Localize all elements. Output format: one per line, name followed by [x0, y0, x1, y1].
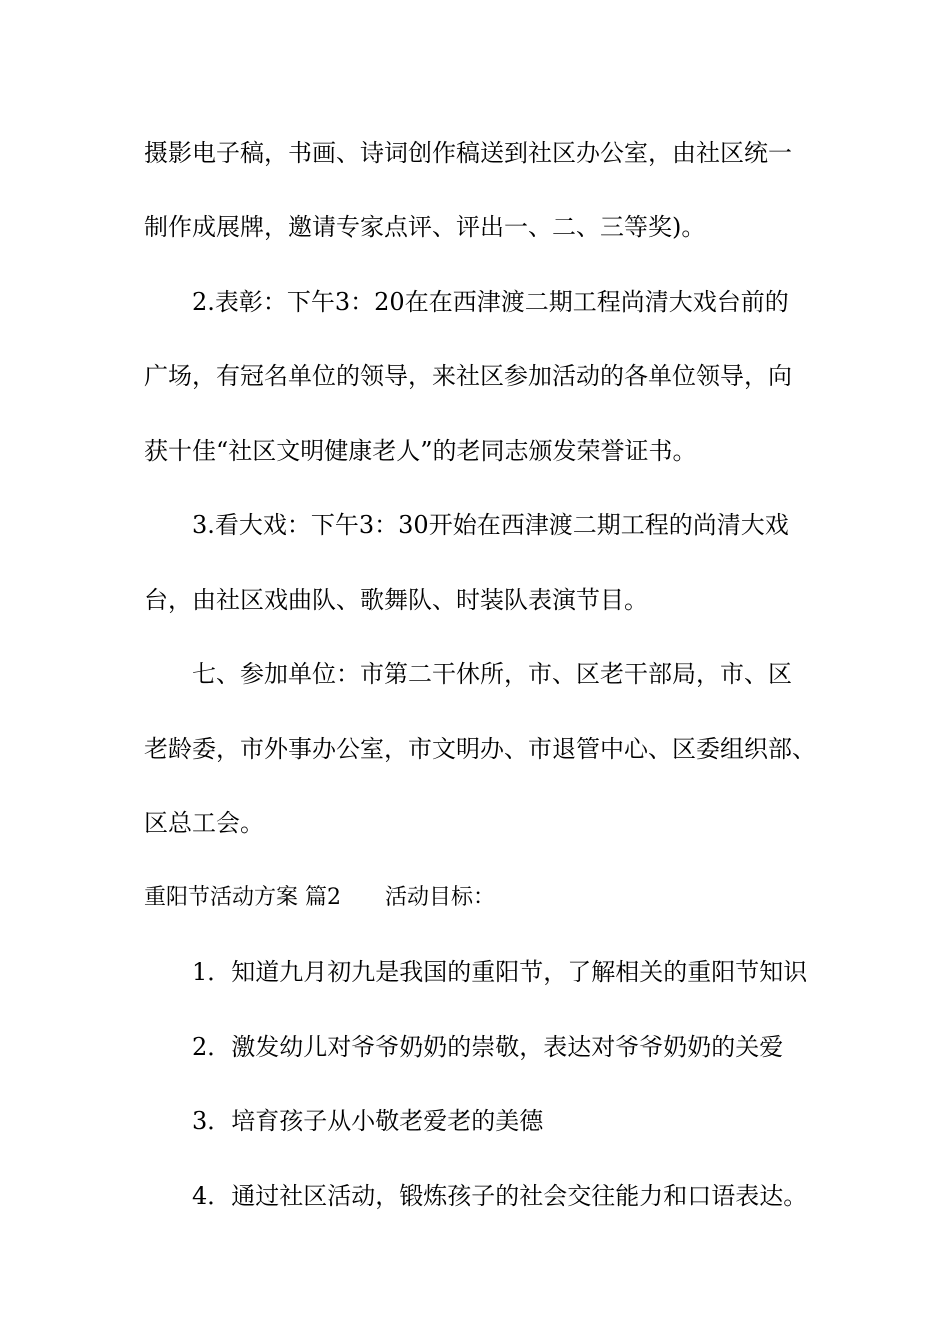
paragraph-line: 获十佳“社区文明健康老人”的老同志颁发荣誉证书。	[144, 437, 697, 465]
goal-item: 2．激发幼儿对爷爷奶奶的崇敬，表达对爷爷奶奶的关爱	[192, 1033, 784, 1061]
paragraph-line: 摄影电子稿，书画、诗词创作稿送到社区办公室，由社区统一	[144, 139, 792, 167]
goal-item: 3．培育孩子从小敬老爱老的美德	[192, 1107, 544, 1135]
paragraph-line: 七、参加单位：市第二干休所，市、区老干部局，市、区	[192, 660, 792, 688]
paragraph-line: 3.看大戏：下午3：30开始在西津渡二期工程的尚清大戏	[192, 511, 789, 539]
paragraph-line: 制作成展牌，邀请专家点评、评出一、二、三等奖)。	[144, 213, 706, 241]
paragraph-line: 区总工会。	[144, 809, 264, 837]
section-subtitle: 活动目标：	[385, 885, 496, 910]
section-heading	[144, 883, 495, 913]
goal-item: 1．知道九月初九是我国的重阳节，了解相关的重阳节知识	[192, 958, 808, 986]
paragraph-line: 台，由社区戏曲队、歌舞队、时装队表演节目。	[144, 586, 648, 614]
section-title: 重阳节活动方案 篇2	[144, 885, 341, 910]
paragraph-line: 老龄委，市外事办公室，市文明办、市退管中心、区委组织部、	[144, 735, 816, 763]
goal-item: 4．通过社区活动，锻炼孩子的社会交往能力和口语表达。	[192, 1182, 808, 1210]
paragraph-line: 广场，有冠名单位的领导，来社区参加活动的各单位领导，向	[144, 362, 792, 390]
paragraph-line: 2.表彰：下午3：20在在西津渡二期工程尚清大戏台前的	[192, 288, 789, 316]
